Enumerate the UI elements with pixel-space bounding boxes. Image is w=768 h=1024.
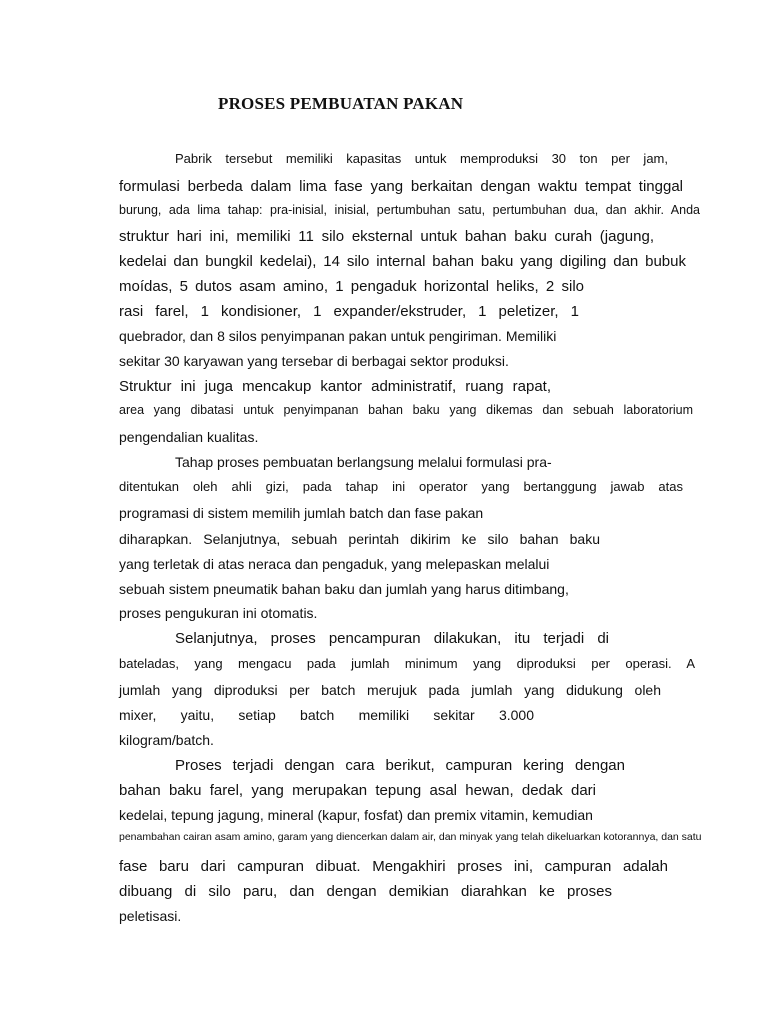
text-line: peletisasi. — [119, 908, 182, 924]
document-title: PROSES PEMBUATAN PAKAN — [218, 94, 464, 113]
text-line: fase baru dari campuran dibuat. Mengakhiri proses ini, campuran adalah — [119, 858, 668, 875]
text-line: ditentukan oleh ahli gizi, pada tahap ini operator yang bertanggung jawab atas — [119, 479, 683, 494]
text-line: burung, ada lima tahap: pra-inisial, inisial, pertumbuhan satu, pertumbuhan dua, dan akhir. Anda — [119, 203, 700, 217]
text-line: quebrador, dan 8 silos penyimpanan pakan untuk pengiriman. Memiliki — [119, 328, 557, 344]
text-line: Selanjutnya, proses pencampuran dilakukan, itu terjadi di — [175, 630, 609, 647]
text-line: mixer, yaitu, setiap batch memiliki sekitar 3.000 — [119, 707, 534, 723]
text-line: sekitar 30 karyawan yang tersebar di berbagai sektor produksi. — [119, 353, 509, 369]
text-line: programasi di sistem memilih jumlah batch dan fase pakan — [119, 505, 484, 521]
text-line: struktur hari ini, memiliki 11 silo eksternal untuk bahan baku curah (jagung, — [119, 228, 654, 245]
text-line: jumlah yang diproduksi per batch merujuk pada jumlah yang didukung oleh — [119, 682, 661, 698]
text-line: penambahan cairan asam amino, garam yang diencerkan dalam air, dan minyak yang telah dikeluarkan kotorannya, dan satu — [119, 831, 702, 843]
text-line: proses pengukuran ini otomatis. — [119, 605, 318, 621]
text-line: kedelai dan bungkil kedelai), 14 silo internal bahan baku yang digiling dan bubuk — [119, 253, 686, 270]
text-line: bahan baku farel, yang merupakan tepung asal hewan, dedak dari — [119, 782, 596, 799]
text-line: kilogram/batch. — [119, 732, 214, 748]
text-line: moídas, 5 dutos asam amino, 1 pengaduk horizontal heliks, 2 silo — [119, 278, 584, 295]
text-line: Pabrik tersebut memiliki kapasitas untuk memproduksi 30 ton per jam, — [175, 151, 668, 166]
text-line: Proses terjadi dengan cara berikut, campuran kering dengan — [175, 757, 625, 774]
text-line: kedelai, tepung jagung, mineral (kapur, fosfat) dan premix vitamin, kemudian — [119, 807, 593, 823]
text-line: diharapkan. Selanjutnya, sebuah perintah dikirim ke silo bahan baku — [119, 531, 600, 547]
text-line: bateladas, yang mengacu pada jumlah minimum yang diproduksi per operasi. A — [119, 656, 695, 671]
text-line: Tahap proses pembuatan berlangsung melalui formulasi pra- — [175, 454, 552, 470]
text-line: yang terletak di atas neraca dan pengaduk, yang melepaskan melalui — [119, 556, 550, 572]
text-line: rasi farel, 1 kondisioner, 1 expander/ekstruder, 1 peletizer, 1 — [119, 303, 579, 320]
text-line: sebuah sistem pneumatik bahan baku dan jumlah yang harus ditimbang, — [119, 581, 569, 597]
text-line: dibuang di silo paru, dan dengan demikian diarahkan ke proses — [119, 883, 612, 900]
text-line: Struktur ini juga mencakup kantor administratif, ruang rapat, — [119, 378, 551, 395]
text-line: formulasi berbeda dalam lima fase yang berkaitan dengan waktu tempat tinggal — [119, 178, 683, 195]
text-line: pengendalian kualitas. — [119, 429, 259, 445]
text-line: area yang dibatasi untuk penyimpanan bahan baku yang dikemas dan sebuah laboratorium — [119, 403, 693, 417]
